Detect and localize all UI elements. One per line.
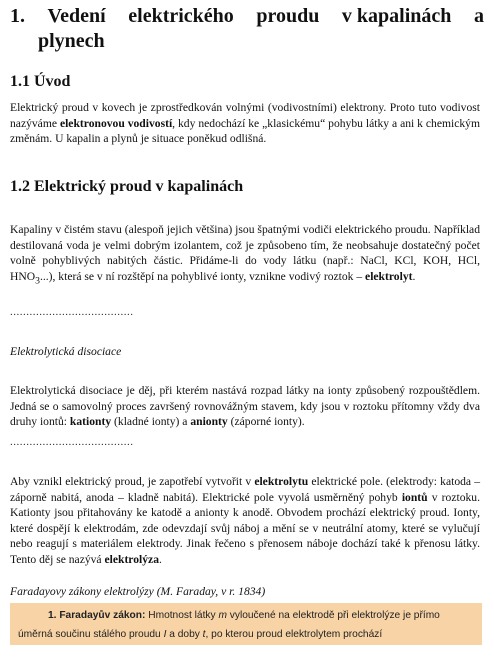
- term-anions: anionty: [190, 415, 228, 429]
- section-title-liquids: 1.2 Elektrický proud v kapalinách: [10, 178, 244, 195]
- heading-word: v kapalinách: [341, 5, 452, 27]
- subsection-title-dissociation: Elektrolytická disociace: [10, 345, 122, 358]
- dissociation-paragraph: Elektrolytická disociace je děj, při kterém nastává rozpad látky na ionty způsobený rozpouštědlem. Jedná se o samovolný proces završený rovnovážným stavem, kdy jsou v roztoku přítomny vždy dva druhy iontů: kationty (kladné ionty) a anionty (záporné ionty).: [10, 384, 480, 429]
- term-electrolyte: elektrolyt: [365, 269, 413, 283]
- term-electrolyte: elektrolytu: [254, 475, 309, 488]
- heading-word: Vedení: [47, 5, 106, 27]
- heading-word: proudu: [256, 5, 320, 27]
- heading-word: a: [473, 5, 484, 27]
- chapter-heading-line1: [10, 4, 484, 29]
- chapter-number: 1.: [10, 5, 25, 27]
- term-cations: kationty: [69, 415, 112, 429]
- liquids-paragraph: Kapaliny v čistém stavu (alespoň jejich většina) jsou špatnými vodiči elektrického proudu. Například destilovaná voda je velmi dobrým izolantem, což je způsobeno tím, že neobsahuje dostatečný počet volně pohyblivých nabitých částic. Přidáme-li do vody látku (např.: NaCl, KCl, KOH, HCl, $HNO_3$...), která se v ní rozštěpí na pohyblivé ionty, vznikne vodivý roztok – elektrolyt.: [10, 223, 480, 287]
- term-ions: iontů: [401, 490, 428, 504]
- term-electron-conductivity: elektronovou vodivostí: [59, 116, 173, 130]
- subsection-title-faraday: Faradayovy zákony elektrolýzy (M. Faraday, v r. 1834): [10, 585, 266, 598]
- chapter-heading: [10, 4, 484, 54]
- section-title-intro: 1.1 Úvod: [10, 73, 71, 90]
- intro-paragraph: Elektrický proud v kovech je zprostředkován volnými (vodivostními) elektrony. Proto tuto vodivost nazýváme elektronovou vodivostí, kdy nedochází ke „klasickému“ pohybu látky a ani k chemickým změnám. U kapalin a plynů je situace poněkud odlišná.: [10, 101, 480, 146]
- dotted-separator: ......................................: [10, 436, 134, 448]
- heading-word: elektrického: [128, 5, 234, 27]
- term-electrolysis: elektrolýza: [104, 552, 159, 566]
- chapter-heading-line2: plynech: [38, 30, 105, 52]
- law-label: 1. Faradayův zákon:: [48, 610, 146, 621]
- faraday-law-box: [10, 603, 482, 645]
- current-paragraph: Aby vznikl elektrický proud, je zapotřebí vytvořit v elektrolytu elektrické pole. (elektrody: katoda – záporně nabitá, anoda – kladně nabitá). Elektrické pole vyvolá usměrněný pohyb iontů v roztoku. Kationty jsou přitahovány ke katodě a anionty k anodě. Obvodem prochází elektrický proud. Ionty, které dospějí k elektrodám, zde odevzdají svůj náboj a mění se v neutrální atomy, které se vylučují nebo reagují s materiálem elektrody. Jinak řečeno s přenosem náboje dochází také k přenosu látky. Tento děj se nazývá elektrolýza.: [10, 475, 480, 566]
- dotted-separator: ......................................: [10, 306, 134, 318]
- law-line2: úměrná součinu stálého proudu I a doby t, po kterou proud elektrolytem prochází: [18, 629, 383, 640]
- law-line1: 1. Faradayův zákon: Hmotnost látky m vyloučené na elektrodě při elektrolýze je přímo: [48, 610, 440, 621]
